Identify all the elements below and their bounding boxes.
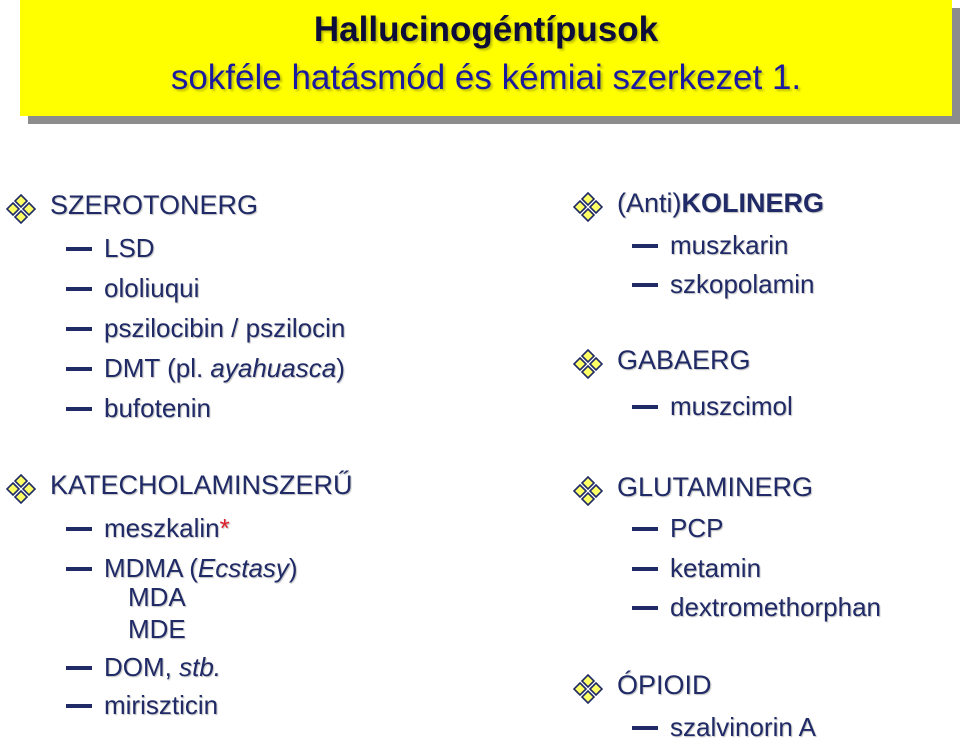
- diamond-bullet-icon: [573, 674, 603, 704]
- dash-bullet-icon: [632, 567, 658, 571]
- category-label: GLUTAMINERG: [617, 472, 814, 502]
- dash-bullet-icon: [66, 666, 92, 670]
- diamond-bullet-icon: [573, 192, 603, 222]
- dash-bullet-icon: [632, 283, 658, 287]
- diamond-bullet-icon: [6, 194, 36, 224]
- dash-bullet-icon: [632, 726, 658, 730]
- category-label: ÓPIOID: [617, 670, 712, 700]
- dash-bullet-icon: [66, 287, 92, 291]
- asterisk-mark: *: [219, 513, 230, 543]
- dash-bullet-icon: [66, 367, 92, 371]
- category-label: KATECHOLAMINSZERŰ: [50, 470, 353, 500]
- dash-bullet-icon: [632, 606, 658, 610]
- sub-item: MDA: [128, 582, 186, 612]
- category-label: (Anti)KOLINERG: [617, 188, 825, 218]
- dash-bullet-icon: [66, 704, 92, 708]
- diamond-bullet-icon: [573, 349, 603, 379]
- dash-bullet-icon: [66, 567, 92, 571]
- dash-bullet-icon: [66, 247, 92, 251]
- page-title: Hallucinogéntípusok: [313, 10, 659, 49]
- diamond-bullet-icon: [573, 476, 603, 506]
- diamond-bullet-icon: [6, 474, 36, 504]
- dash-bullet-icon: [632, 405, 658, 409]
- dash-bullet-icon: [632, 244, 658, 248]
- dash-bullet-icon: [66, 527, 92, 531]
- dash-bullet-icon: [66, 327, 92, 331]
- sub-item: MDE: [128, 614, 186, 644]
- dash-bullet-icon: [632, 527, 658, 531]
- dash-bullet-icon: [66, 407, 92, 411]
- title-box: [20, 0, 952, 116]
- page-subtitle: sokféle hatásmód és kémiai szerkezet 1.: [170, 58, 802, 97]
- category-label: GABAERG: [617, 345, 751, 375]
- category-label: SZEROTONERG: [50, 190, 259, 220]
